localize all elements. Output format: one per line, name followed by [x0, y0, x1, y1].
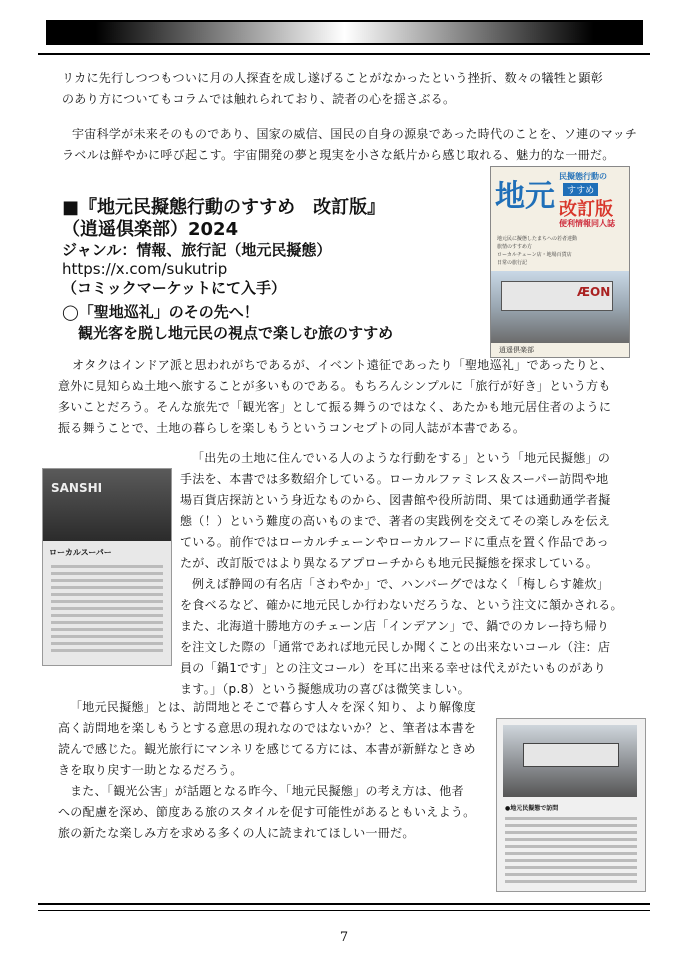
text-line: のあり方についてもコラムでは触れられており、読者の心を揺さぶる。 — [62, 92, 456, 106]
text-line: 多いことだろう。そんな旅先で「観光客」として振る舞うのではなく、あたかも地元居住者のように — [58, 400, 612, 414]
paragraph-1 — [58, 355, 612, 439]
text-line: 旅の新たな楽しみ方を求める多くの人に読まれてほしい一冊だ。 — [58, 826, 415, 840]
book-cover — [490, 166, 630, 358]
book-acquired: （コミックマーケットにて入手） — [62, 279, 286, 297]
cover-blurb-line: 旅情のすすめ方 — [497, 244, 533, 250]
text-line: 態（！）という難度の高いものまで、著者の実践例を交えてその楽しみを伝え — [180, 514, 611, 528]
text-line: 手法を、本書では多数紹介している。ローカルファミレス＆スーパー訪問や地 — [180, 472, 609, 486]
text-line: への配慮を深め、節度ある旅のスタイルを促す可能性があるともいえよう。 — [58, 805, 476, 819]
photo-right-image — [503, 725, 637, 797]
text-line: ます。」（p.8）という擬態成功の喜びは微笑ましい。 — [180, 682, 470, 696]
photo-left-sign: SANSHI — [51, 481, 103, 495]
cover-sub: すすめ — [563, 183, 598, 196]
text-line: 読んで感じた。観光旅行にマンネリを感じてる方には、本書が新鮮なときめ — [58, 742, 476, 756]
text-line: 場百貨店探訪という身近なものから、図書館や役所訪問、果ては通動通学者擬 — [180, 493, 611, 507]
photo-left-image — [43, 469, 171, 541]
page-number: 7 — [339, 930, 349, 945]
text-line: たが、改訂版ではより異なるアプローチからも地元民擬態を探求している。 — [180, 556, 599, 570]
cover-edition: 改訂版 — [559, 199, 613, 220]
text-line: ている。前作ではローカルチェーンやローカルフードに重点を置く作品であっ — [180, 535, 609, 549]
cover-blurb-line: ローカルチェーン店・地場百貨店 — [497, 252, 572, 258]
text-line: を注文した際の「通常であれば地元民しか聞くことの出来ないコール（注：店 — [180, 640, 611, 654]
cover-photo — [491, 271, 629, 343]
text-line: ラベルは鮮やかに呼び起こす。宇宙開発の夢と現実を小さな紙片から感じ取れる、魅力的な一冊だ。 — [62, 148, 615, 162]
header-rule — [38, 53, 650, 55]
text-line: を食べるなど、確かに地元民しか行わないだろうな、という注文に頷かされる。 — [180, 598, 623, 612]
text-line: 高く訪問地を楽しもうとする意思の現れなのではないか？と、筆者は本書を — [58, 721, 477, 735]
book-genre: ジャンル：情報、旅行記（地元民擬態） — [62, 241, 332, 259]
paragraph-4 — [58, 697, 476, 844]
photo-right — [496, 718, 646, 892]
photo-right-text — [497, 813, 645, 887]
text-line: また、北海道十勝地方のチェーン店「インデアン」で、鍋でのカレー持ち帰り — [180, 619, 610, 633]
cover-series: 民擬態行動の — [559, 172, 607, 181]
book-title-block — [62, 197, 385, 298]
cover-subtitle: 便利情報同人誌 — [559, 219, 615, 228]
subheading-line-1: ◯「聖地巡礼」のその先へ！ — [62, 303, 259, 321]
section-subheading — [62, 302, 393, 344]
photo-right-caption: ●地元民擬態で訪問 — [505, 805, 559, 812]
photo-left-caption: ローカルスーパー — [49, 548, 112, 557]
footer-rule-1 — [38, 903, 650, 905]
cover-big-title: 地元 — [495, 179, 555, 214]
intro-paragraph-1 — [62, 68, 603, 110]
text-line: 例えば静岡の有名店「さわやか」で、ハンバーグではなく「梅しらす雑炊」 — [192, 577, 610, 591]
cover-blurb — [497, 235, 577, 267]
cover-publisher: 逍遥倶楽部 — [499, 346, 534, 354]
text-line: 「出先の土地に住んでいる人のような行動をする」という「地元民擬態」の — [192, 451, 611, 465]
photo-left-text — [43, 561, 171, 656]
text-line: きを取り戻す一助となるだろう。 — [58, 763, 243, 777]
footer-rule-2 — [38, 910, 650, 911]
paragraph-3 — [180, 574, 623, 700]
subheading-line-2: 観光客を脱し地元民の視点で楽しむ旅のすすめ — [78, 324, 394, 342]
cover-blurb-line: 日常の旅行記 — [497, 260, 528, 266]
text-line: 宇宙科学が未来そのものであり、国家の威信、国民の自身の源泉であった時代のことを、ソ連のマッチ — [72, 127, 638, 141]
text-line: 振る舞うことで、土地の暮らしを楽しもうというコンセプトの同人誌が本書である。 — [58, 421, 526, 435]
text-line: 意外に見知らぬ土地へ旅することが多いものである。もちろんシンプルに「旅行が好き」という方も — [58, 379, 611, 393]
intro-paragraph-2-cont — [62, 145, 615, 166]
book-url[interactable]: https://x.com/sukutrip — [62, 260, 228, 278]
paragraph-2 — [180, 448, 611, 574]
photo-left — [42, 468, 172, 666]
text-line: 「地元民擬態」とは、訪問地とそこで暮らす人々を深く知り、より解像度 — [70, 700, 476, 714]
intro-paragraph-2 — [72, 124, 637, 145]
text-line: 員の「鍋1です」との注文コール）を耳に出来る幸せは代えがたいものがあり — [180, 661, 606, 675]
book-publisher-year: （逍遥倶楽部）2024 — [62, 219, 239, 240]
cover-blurb-line: 地元民に擬態したまちへの若者達動 — [497, 236, 578, 242]
header-bar — [46, 20, 643, 45]
book-title: ■『地元民擬態行動のすすめ 改訂版』 — [62, 197, 386, 218]
text-line: また、「観光公害」が話題となる昨今、「地元民擬態」の考え方は、他者 — [70, 784, 464, 798]
text-line: オタクはインドア派と思われがちであるが、イベント遠征であったり「聖地巡礼」であったりと、 — [72, 358, 613, 372]
cover-store-sign: ÆON — [577, 285, 611, 299]
text-line: リカに先行しつつもついに月の人探査を成し遂げることがなかったという挫折、数々の犠牲と顕彰 — [62, 71, 604, 85]
